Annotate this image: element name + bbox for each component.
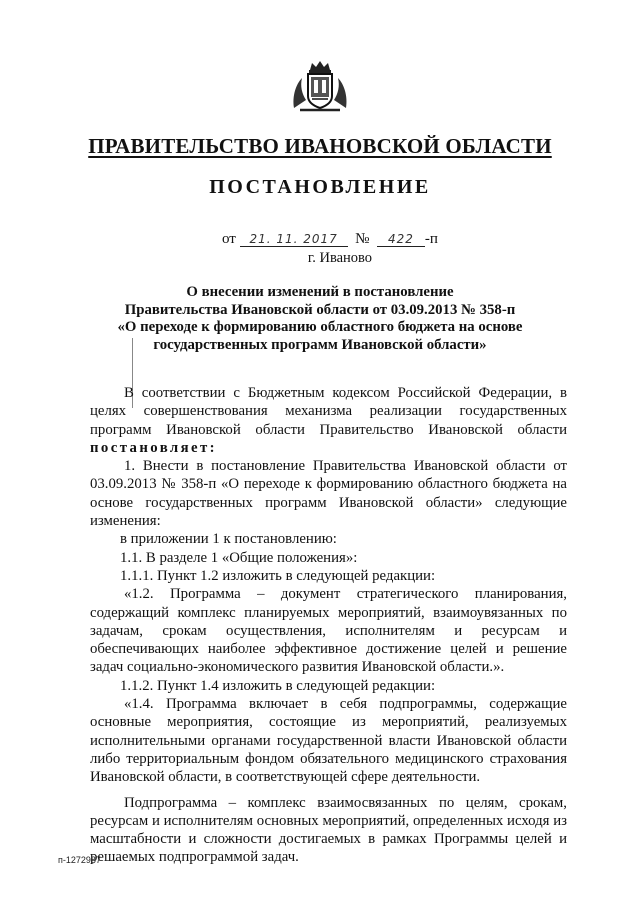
paragraph: 1.1.1. Пункт 1.2 изложить в следующей редакции: — [120, 567, 436, 584]
date-number-line — [222, 231, 438, 248]
preamble-paragraph: В соответствии с Бюджетным кодексом Российской Федерации, в целях совершенствования механизма реализации государственных программ Ивановской области Правительство Ивановской области постановляет: — [90, 385, 567, 456]
handwritten-number: 422 — [377, 232, 425, 247]
paragraph: 1. Внести в постановление Правительства Ивановской области от 03.09.2013 № 358-п «О переходе к формированию областного бюджета на основе государственных программ Ивановской области» следующие изменения: — [90, 458, 567, 530]
subject-line: Правительства Ивановской области от 03.09.2013 № 358-п — [124, 301, 516, 318]
paragraph: «1.2. Программа – документ стратегического планирования, содержащий комплекс планируемых мероприятий, взаимоувязанных по задачам, срокам осуществления, исполнителям и ресурсам и обеспечивающих наиболее эффективное достижение целей и решение задач социально-экономического развития Ивановской области.». — [90, 586, 567, 676]
paragraph: 1.1.2. Пункт 1.4 изложить в следующей редакции: — [120, 677, 436, 694]
paragraph: 1.1. В разделе 1 «Общие положения»: — [120, 549, 358, 566]
government-title: ПРАВИТЕЛЬСТВО ИВАНОВСКОЙ ОБЛАСТИ — [88, 134, 552, 158]
subject-line: «О переходе к формированию областного бюджета на основе — [117, 319, 523, 335]
city: г. Иваново — [307, 250, 373, 266]
handwritten-date: 21. 11. 2017 — [240, 232, 348, 247]
subject-line: О внесении изменений в постановление — [186, 284, 454, 300]
decree-word: постановляет: — [90, 439, 217, 456]
paragraph: «1.4. Программа включает в себя подпрограммы, содержащие основные мероприятия, состоящие из мероприятий, реализуемых исполнительными органами государственной власти Ивановской области либо территориальным фондом обязательного медицинского страхования Ивановской области, в соответствующей сфере деятельности. — [90, 696, 567, 786]
document-body — [90, 384, 567, 867]
document-subject — [60, 284, 580, 354]
number-prefix: № — [355, 231, 370, 247]
paragraph: в приложении 1 к постановлению: — [120, 531, 337, 548]
document-type: ПОСТАНОВЛЕНИЕ — [209, 176, 431, 198]
date-prefix: от — [222, 231, 236, 247]
subject-line: государственных программ Ивановской области» — [153, 336, 487, 353]
paragraph: Подпрограмма – комплекс взаимосвязанных по целям, срокам, ресурсам и исполнителям основных мероприятий, определенных исходя из масштабности и сложности достигаемых в рамках Программы целей и решаемых подпрограммой задач. — [90, 794, 567, 866]
document-code: п-1272987 — [58, 855, 101, 865]
number-suffix: -п — [424, 231, 438, 247]
ivanovo-coat-of-arms-icon — [290, 58, 350, 114]
